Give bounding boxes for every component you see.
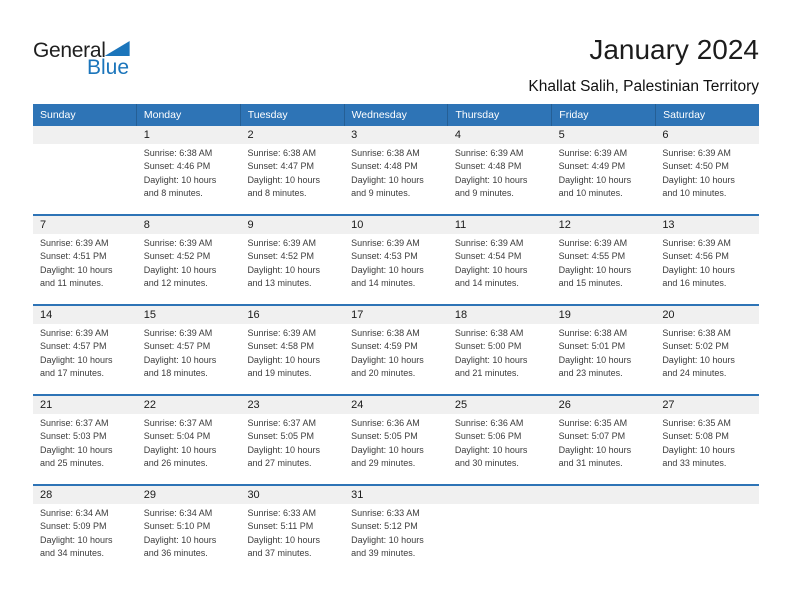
week-row bbox=[33, 214, 759, 304]
day-details bbox=[448, 324, 552, 380]
daylight-text: Daylight: 10 hours and 25 minutes. bbox=[40, 444, 113, 468]
sunset-text: Sunset: 5:04 PM bbox=[143, 431, 211, 442]
day-cell-25 bbox=[448, 396, 552, 484]
weekday-header-wednesday: Wednesday bbox=[344, 104, 448, 126]
day-number: 1 bbox=[137, 126, 241, 144]
sunrise-text: Sunrise: 6:36 AM bbox=[454, 418, 524, 428]
day-cell-27 bbox=[655, 396, 759, 484]
day-cell-empty bbox=[33, 126, 137, 214]
day-number: 15 bbox=[137, 306, 241, 324]
sunrise-text: Sunrise: 6:39 AM bbox=[662, 148, 731, 158]
sunrise-text: Sunrise: 6:36 AM bbox=[351, 418, 420, 428]
sunset-text: Sunset: 4:55 PM bbox=[558, 251, 626, 262]
daylight-text: Daylight: 10 hours and 10 minutes. bbox=[662, 174, 735, 198]
day-details bbox=[552, 234, 656, 290]
day-details bbox=[33, 234, 137, 290]
daylight-text: Daylight: 10 hours and 9 minutes. bbox=[454, 174, 528, 198]
day-number: 2 bbox=[240, 126, 344, 144]
day-number: 12 bbox=[552, 216, 656, 234]
day-details bbox=[655, 234, 759, 290]
sunset-text: Sunset: 4:53 PM bbox=[351, 251, 418, 262]
day-number: 8 bbox=[137, 216, 241, 234]
day-details bbox=[448, 414, 552, 470]
day-cell-26 bbox=[552, 396, 656, 484]
day-number: 30 bbox=[240, 486, 344, 504]
day-number: 9 bbox=[240, 216, 344, 234]
sunrise-text: Sunrise: 6:39 AM bbox=[40, 328, 109, 338]
weekday-header-tuesday: Tuesday bbox=[240, 104, 344, 126]
sunset-text: Sunset: 4:57 PM bbox=[40, 341, 107, 352]
daylight-text: Daylight: 10 hours and 39 minutes. bbox=[351, 534, 424, 558]
daylight-text: Daylight: 10 hours and 36 minutes. bbox=[143, 534, 217, 558]
day-cell-5 bbox=[552, 126, 656, 214]
sunrise-text: Sunrise: 6:37 AM bbox=[247, 418, 316, 428]
day-details bbox=[655, 144, 759, 200]
day-details bbox=[344, 504, 448, 560]
day-details bbox=[655, 504, 759, 507]
day-details bbox=[240, 324, 344, 380]
weekday-header-saturday: Saturday bbox=[655, 104, 759, 126]
daylight-text: Daylight: 10 hours and 26 minutes. bbox=[143, 444, 217, 468]
daylight-text: Daylight: 10 hours and 21 minutes. bbox=[454, 354, 528, 378]
day-cell-8 bbox=[137, 216, 241, 304]
day-number: 27 bbox=[655, 396, 759, 414]
sunrise-text: Sunrise: 6:37 AM bbox=[143, 418, 213, 428]
daylight-text: Daylight: 10 hours and 30 minutes. bbox=[454, 444, 528, 468]
sunrise-text: Sunrise: 6:39 AM bbox=[662, 238, 731, 248]
day-cell-11 bbox=[448, 216, 552, 304]
week-row bbox=[33, 304, 759, 394]
sunset-text: Sunset: 5:08 PM bbox=[662, 431, 729, 442]
day-number: 6 bbox=[655, 126, 759, 144]
day-details bbox=[137, 324, 241, 380]
day-details bbox=[240, 504, 344, 560]
sunset-text: Sunset: 4:47 PM bbox=[247, 161, 314, 172]
week-row bbox=[33, 126, 759, 214]
weekday-header-friday: Friday bbox=[551, 104, 655, 126]
daylight-text: Daylight: 10 hours and 9 minutes. bbox=[351, 174, 424, 198]
sunrise-text: Sunrise: 6:39 AM bbox=[351, 238, 420, 248]
weekday-header-sunday: Sunday bbox=[40, 109, 76, 121]
day-number: 13 bbox=[655, 216, 759, 234]
day-number: 24 bbox=[344, 396, 448, 414]
day-cell-24 bbox=[344, 396, 448, 484]
day-cell-empty bbox=[655, 486, 759, 574]
day-number bbox=[655, 486, 759, 504]
sunset-text: Sunset: 5:10 PM bbox=[143, 521, 211, 532]
day-cell-19 bbox=[552, 306, 656, 394]
day-cell-23 bbox=[240, 396, 344, 484]
day-number bbox=[448, 486, 552, 504]
day-cell-13 bbox=[655, 216, 759, 304]
day-cell-7 bbox=[33, 216, 137, 304]
day-cell-12 bbox=[552, 216, 656, 304]
day-details bbox=[240, 414, 344, 470]
day-number: 26 bbox=[552, 396, 656, 414]
daylight-text: Daylight: 10 hours and 16 minutes. bbox=[662, 264, 735, 288]
day-number: 10 bbox=[344, 216, 448, 234]
sunrise-text: Sunrise: 6:39 AM bbox=[558, 238, 628, 248]
sunset-text: Sunset: 4:51 PM bbox=[40, 251, 107, 262]
day-number bbox=[552, 486, 656, 504]
sunrise-text: Sunrise: 6:39 AM bbox=[143, 238, 213, 248]
day-details bbox=[552, 414, 656, 470]
day-cell-16 bbox=[240, 306, 344, 394]
sunset-text: Sunset: 5:03 PM bbox=[40, 431, 107, 442]
sunrise-text: Sunrise: 6:38 AM bbox=[662, 328, 731, 338]
day-number: 29 bbox=[137, 486, 241, 504]
sunset-text: Sunset: 5:09 PM bbox=[40, 521, 107, 532]
day-cell-2 bbox=[240, 126, 344, 214]
day-details bbox=[240, 144, 344, 200]
location-subtitle: Khallat Salih, Palestinian Territory bbox=[528, 78, 759, 95]
daylight-text: Daylight: 10 hours and 29 minutes. bbox=[351, 444, 424, 468]
sunrise-text: Sunrise: 6:37 AM bbox=[40, 418, 109, 428]
day-details bbox=[137, 414, 241, 470]
calendar-table bbox=[33, 104, 759, 574]
day-cell-31 bbox=[344, 486, 448, 574]
daylight-text: Daylight: 10 hours and 11 minutes. bbox=[40, 264, 113, 288]
sunset-text: Sunset: 5:12 PM bbox=[351, 521, 418, 532]
day-details bbox=[344, 414, 448, 470]
day-details bbox=[33, 144, 137, 147]
sunset-text: Sunset: 4:50 PM bbox=[662, 161, 729, 172]
daylight-text: Daylight: 10 hours and 8 minutes. bbox=[143, 174, 217, 198]
day-cell-22 bbox=[137, 396, 241, 484]
day-cell-18 bbox=[448, 306, 552, 394]
sunset-text: Sunset: 5:00 PM bbox=[454, 341, 522, 352]
day-details bbox=[552, 324, 656, 380]
day-number: 11 bbox=[448, 216, 552, 234]
daylight-text: Daylight: 10 hours and 20 minutes. bbox=[351, 354, 424, 378]
daylight-text: Daylight: 10 hours and 37 minutes. bbox=[247, 534, 320, 558]
day-details bbox=[137, 504, 241, 560]
day-details bbox=[552, 504, 656, 507]
sunset-text: Sunset: 4:46 PM bbox=[143, 161, 211, 172]
daylight-text: Daylight: 10 hours and 24 minutes. bbox=[662, 354, 735, 378]
daylight-text: Daylight: 10 hours and 34 minutes. bbox=[40, 534, 113, 558]
sunset-text: Sunset: 4:52 PM bbox=[247, 251, 314, 262]
day-number: 4 bbox=[448, 126, 552, 144]
day-number: 20 bbox=[655, 306, 759, 324]
sunset-text: Sunset: 5:01 PM bbox=[558, 341, 626, 352]
daylight-text: Daylight: 10 hours and 33 minutes. bbox=[662, 444, 735, 468]
sunset-text: Sunset: 4:59 PM bbox=[351, 341, 418, 352]
weekday-header-monday: Monday bbox=[136, 104, 240, 126]
sunset-text: Sunset: 4:48 PM bbox=[351, 161, 418, 172]
day-cell-14 bbox=[33, 306, 137, 394]
weekday-header-row bbox=[33, 104, 759, 126]
sunrise-text: Sunrise: 6:38 AM bbox=[143, 148, 213, 158]
daylight-text: Daylight: 10 hours and 17 minutes. bbox=[40, 354, 113, 378]
sunset-text: Sunset: 5:07 PM bbox=[558, 431, 626, 442]
day-number: 16 bbox=[240, 306, 344, 324]
day-details bbox=[344, 324, 448, 380]
week-row bbox=[33, 394, 759, 484]
daylight-text: Daylight: 10 hours and 18 minutes. bbox=[143, 354, 217, 378]
sunset-text: Sunset: 4:52 PM bbox=[143, 251, 211, 262]
daylight-text: Daylight: 10 hours and 12 minutes. bbox=[143, 264, 217, 288]
weekday-header-thursday: Thursday bbox=[447, 104, 551, 126]
daylight-text: Daylight: 10 hours and 15 minutes. bbox=[558, 264, 632, 288]
day-details bbox=[33, 324, 137, 380]
day-cell-6 bbox=[655, 126, 759, 214]
sunset-text: Sunset: 4:56 PM bbox=[662, 251, 729, 262]
daylight-text: Daylight: 10 hours and 19 minutes. bbox=[247, 354, 320, 378]
page-title: January 2024 bbox=[589, 34, 759, 65]
daylight-text: Daylight: 10 hours and 13 minutes. bbox=[247, 264, 320, 288]
day-number: 5 bbox=[552, 126, 656, 144]
day-cell-empty bbox=[448, 486, 552, 574]
day-details bbox=[448, 144, 552, 200]
sunrise-text: Sunrise: 6:34 AM bbox=[143, 508, 213, 518]
day-cell-30 bbox=[240, 486, 344, 574]
day-cell-21 bbox=[33, 396, 137, 484]
day-cell-4 bbox=[448, 126, 552, 214]
logo-triangle-icon bbox=[105, 41, 130, 56]
day-details bbox=[33, 414, 137, 470]
sunset-text: Sunset: 5:05 PM bbox=[351, 431, 418, 442]
sunrise-text: Sunrise: 6:35 AM bbox=[558, 418, 628, 428]
day-cell-1 bbox=[137, 126, 241, 214]
day-cell-9 bbox=[240, 216, 344, 304]
day-cell-empty bbox=[552, 486, 656, 574]
day-number: 25 bbox=[448, 396, 552, 414]
day-number: 14 bbox=[33, 306, 137, 324]
sunset-text: Sunset: 5:02 PM bbox=[662, 341, 729, 352]
sunset-text: Sunset: 5:05 PM bbox=[247, 431, 314, 442]
day-number bbox=[33, 126, 137, 144]
sunrise-text: Sunrise: 6:39 AM bbox=[454, 148, 524, 158]
day-number: 17 bbox=[344, 306, 448, 324]
day-details bbox=[552, 144, 656, 200]
sunrise-text: Sunrise: 6:39 AM bbox=[143, 328, 213, 338]
day-cell-20 bbox=[655, 306, 759, 394]
sunrise-text: Sunrise: 6:34 AM bbox=[40, 508, 109, 518]
daylight-text: Daylight: 10 hours and 23 minutes. bbox=[558, 354, 632, 378]
day-details bbox=[137, 234, 241, 290]
sunrise-text: Sunrise: 6:35 AM bbox=[662, 418, 731, 428]
day-cell-28 bbox=[33, 486, 137, 574]
sunrise-text: Sunrise: 6:39 AM bbox=[558, 148, 628, 158]
sunset-text: Sunset: 4:48 PM bbox=[454, 161, 522, 172]
sunset-text: Sunset: 4:49 PM bbox=[558, 161, 626, 172]
day-number: 3 bbox=[344, 126, 448, 144]
day-details bbox=[655, 324, 759, 380]
day-details bbox=[240, 234, 344, 290]
sunset-text: Sunset: 4:58 PM bbox=[247, 341, 314, 352]
daylight-text: Daylight: 10 hours and 14 minutes. bbox=[351, 264, 424, 288]
sunrise-text: Sunrise: 6:39 AM bbox=[247, 328, 316, 338]
day-cell-10 bbox=[344, 216, 448, 304]
day-details bbox=[448, 504, 552, 507]
logo-text-blue: Blue bbox=[87, 56, 130, 79]
sunrise-text: Sunrise: 6:38 AM bbox=[351, 328, 420, 338]
day-details bbox=[137, 144, 241, 200]
sunrise-text: Sunrise: 6:33 AM bbox=[351, 508, 420, 518]
day-details bbox=[448, 234, 552, 290]
day-cell-3 bbox=[344, 126, 448, 214]
logo-text-general: General bbox=[33, 39, 106, 62]
day-number: 21 bbox=[33, 396, 137, 414]
sunrise-text: Sunrise: 6:39 AM bbox=[40, 238, 109, 248]
day-number: 19 bbox=[552, 306, 656, 324]
day-cell-29 bbox=[137, 486, 241, 574]
sunset-text: Sunset: 5:11 PM bbox=[247, 521, 314, 532]
sunrise-text: Sunrise: 6:38 AM bbox=[351, 148, 420, 158]
sunrise-text: Sunrise: 6:33 AM bbox=[247, 508, 316, 518]
day-number: 28 bbox=[33, 486, 137, 504]
day-number: 7 bbox=[33, 216, 137, 234]
daylight-text: Daylight: 10 hours and 27 minutes. bbox=[247, 444, 320, 468]
day-details bbox=[655, 414, 759, 470]
day-number: 18 bbox=[448, 306, 552, 324]
daylight-text: Daylight: 10 hours and 8 minutes. bbox=[247, 174, 320, 198]
daylight-text: Daylight: 10 hours and 14 minutes. bbox=[454, 264, 528, 288]
sunset-text: Sunset: 5:06 PM bbox=[454, 431, 522, 442]
sunset-text: Sunset: 4:54 PM bbox=[454, 251, 522, 262]
daylight-text: Daylight: 10 hours and 10 minutes. bbox=[558, 174, 632, 198]
day-details bbox=[344, 144, 448, 200]
day-cell-17 bbox=[344, 306, 448, 394]
day-details bbox=[344, 234, 448, 290]
sunrise-text: Sunrise: 6:38 AM bbox=[558, 328, 628, 338]
day-number: 31 bbox=[344, 486, 448, 504]
day-details bbox=[33, 504, 137, 560]
day-number: 23 bbox=[240, 396, 344, 414]
sunrise-text: Sunrise: 6:38 AM bbox=[247, 148, 316, 158]
sunrise-text: Sunrise: 6:38 AM bbox=[454, 328, 524, 338]
day-number: 22 bbox=[137, 396, 241, 414]
sunrise-text: Sunrise: 6:39 AM bbox=[454, 238, 524, 248]
sunrise-text: Sunrise: 6:39 AM bbox=[247, 238, 316, 248]
week-row bbox=[33, 484, 759, 574]
day-cell-15 bbox=[137, 306, 241, 394]
calendar-body bbox=[33, 126, 759, 574]
sunset-text: Sunset: 4:57 PM bbox=[143, 341, 211, 352]
general-blue-logo bbox=[33, 40, 130, 78]
daylight-text: Daylight: 10 hours and 31 minutes. bbox=[558, 444, 632, 468]
